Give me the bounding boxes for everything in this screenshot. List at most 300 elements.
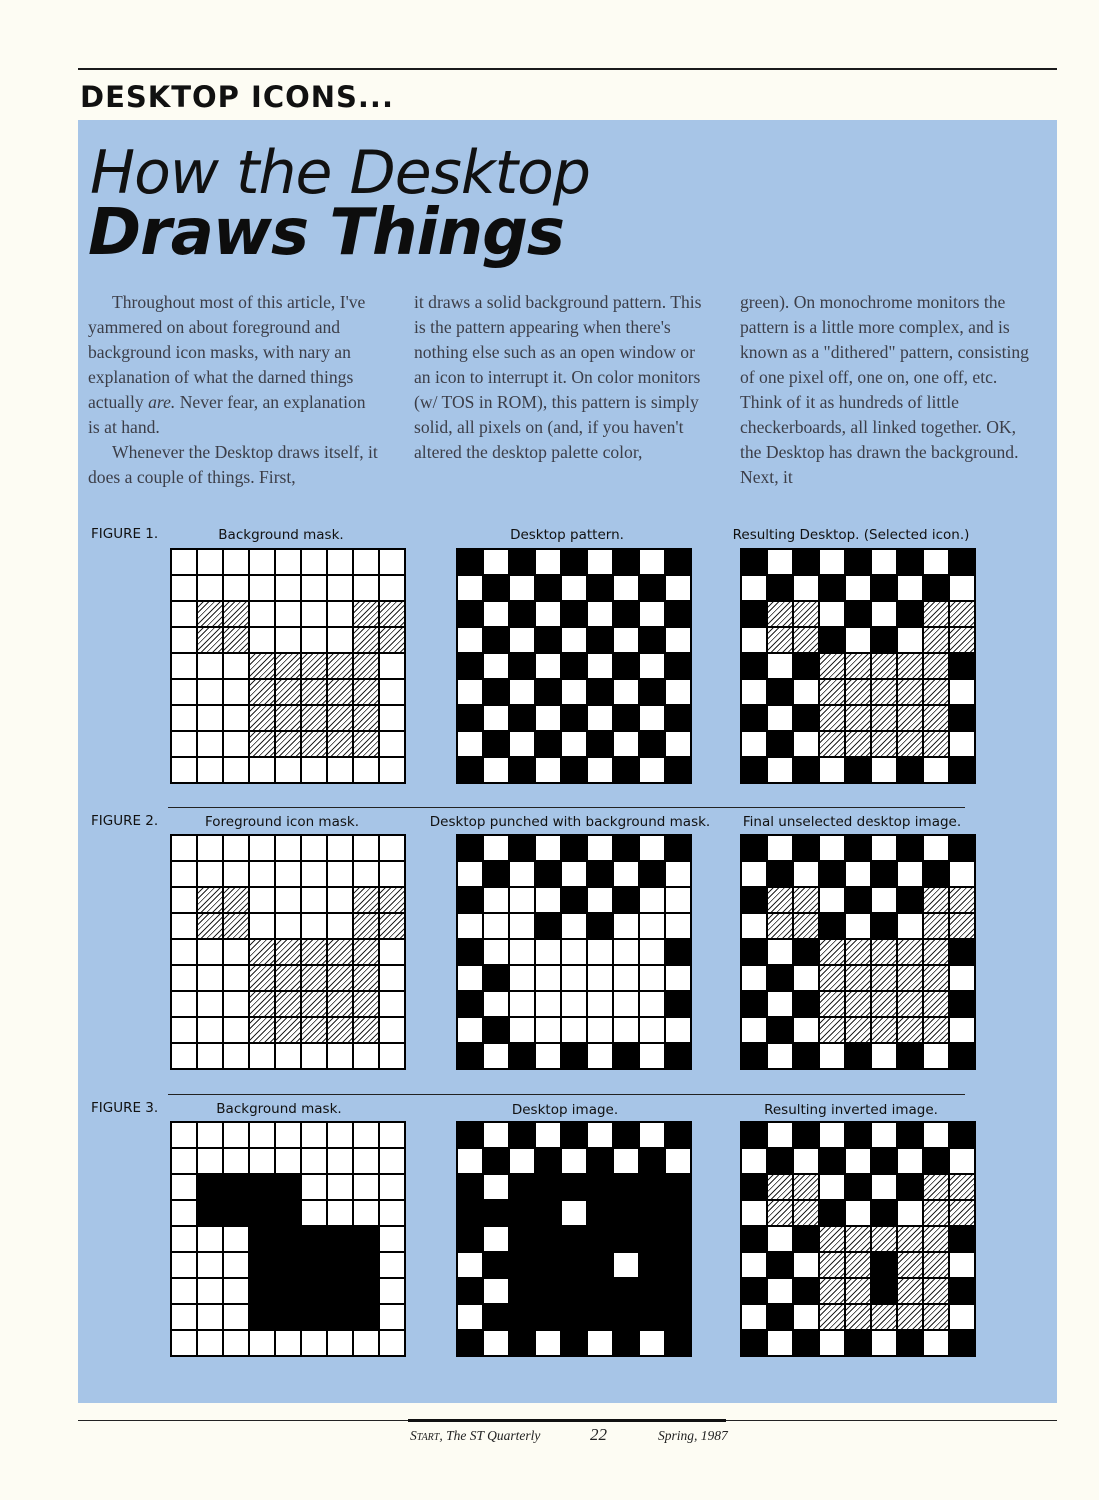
pixel-icon (302, 940, 326, 964)
pixel-on (820, 1149, 844, 1173)
pixel-on (640, 1175, 664, 1199)
pixel-on (950, 940, 974, 964)
pixel-on (666, 1331, 690, 1355)
pixel-off (172, 732, 196, 756)
pixel-off (950, 1018, 974, 1042)
pixel-off (302, 628, 326, 652)
pixel-off (924, 550, 948, 574)
pixel-off (198, 1279, 222, 1303)
pixel-off (562, 732, 586, 756)
pixel-icon (820, 1018, 844, 1042)
pixel-on (588, 680, 612, 704)
pixel-off (484, 706, 508, 730)
figure-3-caption-2: Desktop image. (511, 1102, 619, 1118)
pixel-on (510, 758, 534, 782)
pixel-off (172, 1201, 196, 1225)
pixel-on (536, 862, 560, 886)
pixel-on (924, 862, 948, 886)
pixel-icon (898, 1227, 922, 1251)
pixel-off (536, 940, 560, 964)
pixel-icon (302, 966, 326, 990)
pixel-off (768, 654, 792, 678)
issue-date: Spring, 1987 (658, 1428, 728, 1443)
pixel-off (224, 862, 248, 886)
pixel-off (820, 1044, 844, 1068)
pixel-icon (328, 732, 352, 756)
pixel-off (536, 966, 560, 990)
pixel-icon (846, 654, 870, 678)
pixel-on (640, 1279, 664, 1303)
pixel-off (510, 1018, 534, 1042)
pixel-on (846, 1175, 870, 1199)
pixel-off (250, 1149, 274, 1173)
pixel-off (276, 758, 300, 782)
pixel-on (614, 836, 638, 860)
pixel-off (640, 550, 664, 574)
pixel-on (614, 654, 638, 678)
pixel-on (250, 1201, 274, 1225)
pixel-off (458, 966, 482, 990)
pixel-off (846, 914, 870, 938)
pixel-icon (924, 966, 948, 990)
pixel-icon (250, 1018, 274, 1042)
pixel-on (510, 1201, 534, 1225)
pixel-on (458, 706, 482, 730)
pixel-off (666, 914, 690, 938)
pixel-off (794, 1018, 818, 1042)
pixel-on (276, 1175, 300, 1199)
pixel-icon (872, 654, 896, 678)
pixel-on (302, 1305, 326, 1329)
pixel-on (742, 888, 766, 912)
pixel-icon (198, 628, 222, 652)
pixel-icon (354, 654, 378, 678)
pixel-off (198, 706, 222, 730)
pixel-off (380, 1201, 404, 1225)
pixel-on (536, 1253, 560, 1277)
pixel-off (172, 1018, 196, 1042)
pixel-off (250, 862, 274, 886)
pixel-icon (872, 732, 896, 756)
pixel-off (950, 576, 974, 600)
pixel-icon (276, 1018, 300, 1042)
pixel-icon (768, 1201, 792, 1225)
pixel-on (898, 888, 922, 912)
pixel-off (276, 862, 300, 886)
pixel-on (536, 1279, 560, 1303)
pixel-on (614, 550, 638, 574)
pixel-off (276, 576, 300, 600)
pixel-on (562, 1253, 586, 1277)
pixel-off (250, 602, 274, 626)
pixel-off (276, 1123, 300, 1147)
pixel-off (588, 706, 612, 730)
pixel-on (250, 1227, 274, 1251)
pixel-off (224, 1305, 248, 1329)
pixel-off (562, 940, 586, 964)
pixel-on (666, 1279, 690, 1303)
pixel-on (458, 888, 482, 912)
pixel-off (250, 758, 274, 782)
pixel-on (536, 576, 560, 600)
pixel-on (846, 550, 870, 574)
pixel-icon (794, 888, 818, 912)
pixel-icon (924, 1279, 948, 1303)
pixel-on (354, 1227, 378, 1251)
pixel-off (458, 576, 482, 600)
pixel-on (536, 1201, 560, 1225)
pixel-off (872, 602, 896, 626)
pixel-off (224, 576, 248, 600)
pixel-icon (898, 966, 922, 990)
pixel-icon (846, 1279, 870, 1303)
pixel-off (510, 992, 534, 1016)
pixel-on (640, 732, 664, 756)
footer-rule-accent (408, 1419, 726, 1422)
pixel-on (640, 628, 664, 652)
pixel-off (380, 966, 404, 990)
pixel-off (224, 836, 248, 860)
pixel-on (872, 914, 896, 938)
pixel-icon (328, 680, 352, 704)
pixel-on (950, 1279, 974, 1303)
publication-rest: , The ST Quarterly (439, 1428, 541, 1443)
pixel-on (562, 836, 586, 860)
pixel-off (458, 914, 482, 938)
figure-1-caption-1: Background mask. (218, 527, 344, 543)
pixel-on (846, 602, 870, 626)
pixel-off (768, 1123, 792, 1147)
pixel-on (768, 576, 792, 600)
pixel-off (276, 628, 300, 652)
pixel-on (898, 602, 922, 626)
pixel-off (742, 680, 766, 704)
pixel-off (380, 706, 404, 730)
figure-2-caption-2: Desktop punched with background mask. (429, 814, 711, 830)
pixel-icon (820, 1305, 844, 1329)
pixel-off (354, 550, 378, 574)
pixel-on (950, 1227, 974, 1251)
pixel-on (562, 1123, 586, 1147)
pixel-off (172, 1044, 196, 1068)
pixel-on (614, 1279, 638, 1303)
pixel-on (794, 654, 818, 678)
pixel-on (562, 1279, 586, 1303)
pixel-icon (224, 888, 248, 912)
section-kicker: DESKTOP ICONS... (80, 80, 394, 114)
pixel-icon (354, 602, 378, 626)
pixel-off (354, 1201, 378, 1225)
pixel-icon (768, 888, 792, 912)
paragraph-text: Throughout most of this article, I've yammered on about foreground and background icon masks, with nary an explanation of what the darned things actually (88, 292, 366, 412)
pixel-on (562, 1175, 586, 1199)
pixel-off (224, 1331, 248, 1355)
figure-1-caption-2: Desktop pattern. (510, 527, 624, 543)
pixel-off (276, 602, 300, 626)
pixel-off (588, 758, 612, 782)
pixel-on (666, 550, 690, 574)
pixel-off (872, 836, 896, 860)
pixel-icon (924, 628, 948, 652)
pixel-on (484, 1149, 508, 1173)
pixel-off (640, 1018, 664, 1042)
pixel-icon (846, 680, 870, 704)
pixel-on (510, 836, 534, 860)
pixel-on (484, 1305, 508, 1329)
pixel-on (820, 576, 844, 600)
pixel-off (380, 758, 404, 782)
top-rule (78, 68, 1057, 70)
pixel-on (614, 706, 638, 730)
pixel-off (872, 1123, 896, 1147)
pixel-on (666, 836, 690, 860)
pixel-on (484, 680, 508, 704)
pixel-off (198, 992, 222, 1016)
pixel-icon (820, 1227, 844, 1251)
pixel-on (198, 1201, 222, 1225)
pixel-on (510, 550, 534, 574)
pixel-icon (250, 940, 274, 964)
pixel-off (536, 1123, 560, 1147)
pixel-icon (950, 628, 974, 652)
pixel-on (250, 1175, 274, 1199)
article-title-line1: How the Desktop (90, 138, 590, 208)
pixel-off (562, 992, 586, 1016)
pixel-off (536, 1044, 560, 1068)
figure-3-label: FIGURE 3. (91, 1100, 159, 1116)
pixel-on (614, 888, 638, 912)
pixel-icon (250, 706, 274, 730)
pixel-off (510, 628, 534, 652)
figure-3-caption-3: Resulting inverted image. (764, 1102, 938, 1118)
pixel-icon (198, 602, 222, 626)
pixel-off (640, 1331, 664, 1355)
pixel-on (872, 862, 896, 886)
pixel-icon (898, 1018, 922, 1042)
pixel-on (820, 914, 844, 938)
pixel-on (950, 1044, 974, 1068)
pixel-off (172, 1331, 196, 1355)
pixel-off (302, 550, 326, 574)
pixel-on (872, 1279, 896, 1303)
pixel-off (846, 576, 870, 600)
pixel-on (588, 628, 612, 652)
pixel-off (510, 888, 534, 912)
pixel-on (510, 1279, 534, 1303)
pixel-off (172, 654, 196, 678)
pixel-icon (898, 706, 922, 730)
pixel-off (898, 1201, 922, 1225)
pixel-icon (820, 966, 844, 990)
pixel-on (742, 706, 766, 730)
pixel-grid (456, 834, 692, 1070)
pixel-off (302, 758, 326, 782)
pixel-off (484, 992, 508, 1016)
pixel-off (172, 940, 196, 964)
pixel-on (742, 550, 766, 574)
pixel-off (950, 680, 974, 704)
pixel-on (458, 758, 482, 782)
pixel-off (172, 1253, 196, 1277)
pixel-on (614, 758, 638, 782)
pixel-on (640, 1227, 664, 1251)
pixel-on (562, 706, 586, 730)
pixel-off (820, 602, 844, 626)
pixel-icon (328, 1018, 352, 1042)
pixel-off (172, 576, 196, 600)
pixel-icon (924, 1201, 948, 1225)
pixel-on (354, 1253, 378, 1277)
pixel-on (458, 1175, 482, 1199)
pixel-off (614, 732, 638, 756)
pixel-off (640, 1123, 664, 1147)
pixel-off (198, 654, 222, 678)
pixel-off (250, 1044, 274, 1068)
pixel-off (172, 680, 196, 704)
pixel-on (510, 1044, 534, 1068)
pixel-on (276, 1201, 300, 1225)
pixel-icon (924, 940, 948, 964)
pixel-icon (302, 654, 326, 678)
pixel-on (950, 706, 974, 730)
pixel-off (924, 758, 948, 782)
pixel-icon (380, 628, 404, 652)
pixel-icon (898, 1305, 922, 1329)
pixel-off (898, 628, 922, 652)
pixel-off (640, 966, 664, 990)
pixel-icon (924, 602, 948, 626)
pixel-off (354, 1044, 378, 1068)
pixel-on (562, 1227, 586, 1251)
pixel-off (872, 888, 896, 912)
pixel-icon (354, 1018, 378, 1042)
pixel-off (614, 1018, 638, 1042)
pixel-icon (846, 706, 870, 730)
pixel-on (898, 1175, 922, 1199)
page-number: 22 (590, 1425, 607, 1444)
pixel-off (380, 940, 404, 964)
pixel-on (484, 966, 508, 990)
pixel-icon (872, 680, 896, 704)
pixel-on (924, 576, 948, 600)
pixel-icon (328, 940, 352, 964)
pixel-on (484, 628, 508, 652)
pixel-off (742, 628, 766, 652)
pixel-off (198, 1123, 222, 1147)
pixel-off (328, 1123, 352, 1147)
pixel-icon (276, 966, 300, 990)
pixel-off (950, 1305, 974, 1329)
paragraph: Whenever the Desktop draws itself, it does a couple of things. First, (88, 442, 378, 487)
pixel-off (872, 758, 896, 782)
pixel-off (302, 914, 326, 938)
pixel-icon (898, 732, 922, 756)
pixel-on (302, 1227, 326, 1251)
pixel-off (172, 550, 196, 574)
pixel-off (276, 888, 300, 912)
pixel-off (458, 628, 482, 652)
pixel-off (536, 550, 560, 574)
pixel-off (380, 862, 404, 886)
paragraph: it draws a solid background pattern. This is the pattern appearing when there's nothing else such as an open window or an icon to interrupt it. On color monitors (w/ TOS in ROM), this pattern is simply solid, all pixels on (and, if you haven't altered the desktop palette color, (414, 292, 702, 462)
pixel-off (536, 706, 560, 730)
pixel-on (510, 706, 534, 730)
pixel-on (666, 1201, 690, 1225)
pixel-off (224, 940, 248, 964)
pixel-off (328, 550, 352, 574)
pixel-on (950, 550, 974, 574)
pixel-off (742, 1305, 766, 1329)
pixel-on (742, 1331, 766, 1355)
pixel-off (562, 914, 586, 938)
pixel-off (614, 1253, 638, 1277)
pixel-on (458, 940, 482, 964)
pixel-off (588, 550, 612, 574)
pixel-off (328, 862, 352, 886)
pixel-off (768, 992, 792, 1016)
pixel-icon (924, 1253, 948, 1277)
pixel-grid (170, 834, 406, 1070)
pixel-off (224, 1227, 248, 1251)
pixel-on (588, 1175, 612, 1199)
pixel-on (742, 654, 766, 678)
pixel-off (640, 602, 664, 626)
pixel-off (484, 602, 508, 626)
pixel-on (562, 758, 586, 782)
pixel-off (536, 836, 560, 860)
pixel-on (536, 1227, 560, 1251)
pixel-off (172, 966, 196, 990)
pixel-icon (354, 992, 378, 1016)
pixel-off (198, 1227, 222, 1251)
pixel-icon (924, 732, 948, 756)
pixel-on (742, 602, 766, 626)
pixel-on (742, 758, 766, 782)
pixel-off (484, 940, 508, 964)
pixel-on (562, 1305, 586, 1329)
pixel-on (742, 1044, 766, 1068)
pixel-off (536, 992, 560, 1016)
pixel-icon (950, 602, 974, 626)
pixel-on (328, 1227, 352, 1251)
pixel-off (666, 966, 690, 990)
pixel-off (302, 1123, 326, 1147)
pixel-off (536, 602, 560, 626)
pixel-off (380, 680, 404, 704)
pixel-on (614, 1175, 638, 1199)
pixel-off (224, 654, 248, 678)
pixel-off (794, 862, 818, 886)
pixel-icon (872, 706, 896, 730)
pixel-icon (872, 992, 896, 1016)
pixel-off (224, 758, 248, 782)
pixel-on (224, 1201, 248, 1225)
pixel-grid (740, 548, 976, 784)
pixel-icon (768, 602, 792, 626)
pixel-icon (354, 940, 378, 964)
pixel-icon (820, 680, 844, 704)
pixel-off (250, 1331, 274, 1355)
pixel-off (198, 680, 222, 704)
pixel-off (510, 862, 534, 886)
pixel-off (768, 1331, 792, 1355)
pixel-icon (276, 940, 300, 964)
pixel-off (224, 706, 248, 730)
pixel-off (846, 1201, 870, 1225)
pixel-off (588, 992, 612, 1016)
pixel-on (588, 1227, 612, 1251)
pixel-on (562, 888, 586, 912)
